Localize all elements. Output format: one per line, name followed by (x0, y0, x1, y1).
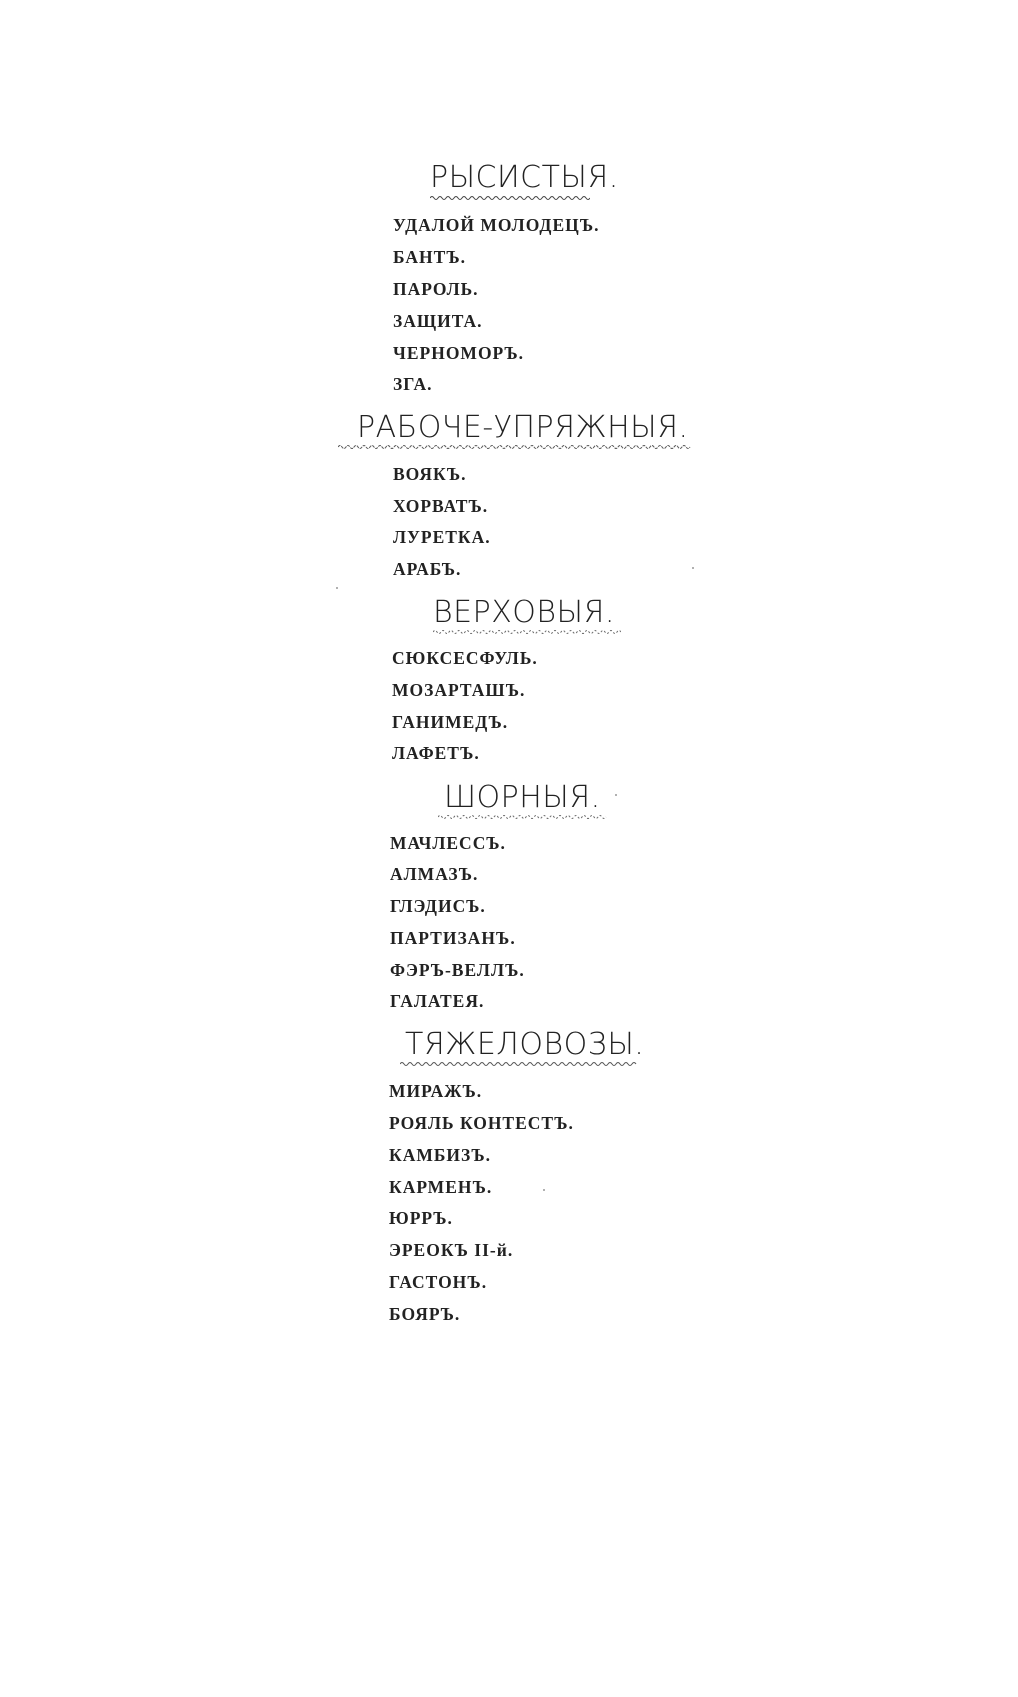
list-item: АЛМАЗЪ. (390, 864, 479, 884)
list-item: КАРМЕНЪ. (389, 1177, 493, 1197)
list-item: ЭРЕОКЪ II-й. (389, 1240, 514, 1260)
list-item: МИРАЖЪ. (389, 1081, 483, 1101)
list-item: ПАРОЛЬ. (393, 279, 479, 299)
list-item: ПАРТИЗАНЪ. (390, 928, 516, 948)
section-heading-riding: ВЕРХОВЫЯ. (433, 595, 615, 630)
section-heading-draft-work: РАБОЧЕ-УПРЯЖНЫЯ. (357, 410, 689, 445)
list-item: МАЧЛЕССЪ. (390, 833, 506, 853)
list-item: ЛАФЕТЪ. (392, 743, 480, 763)
list-item: КАМБИЗЪ. (389, 1145, 492, 1165)
heading-underline-ornament (430, 195, 590, 201)
list-item: ФЭРЪ-ВЕЛЛЪ. (390, 960, 525, 980)
heading-underline-ornament (433, 629, 621, 635)
section-heading-harness: ШОРНЫЯ. (444, 780, 601, 815)
list-item: ЮРРЪ. (389, 1208, 453, 1228)
list-item: ХОРВАТЪ. (393, 496, 489, 516)
list-item: БАНТЪ. (393, 247, 467, 267)
list-item: МОЗАРТАШЪ. (392, 680, 526, 700)
scan-speck (336, 587, 338, 589)
list-item: ЛУРЕТКА. (393, 527, 491, 547)
list-item: РОЯЛЬ КОНТЕСТЪ. (389, 1113, 574, 1133)
list-item: СЮКСЕСФУЛЬ. (392, 648, 538, 668)
list-item: ВОЯКЪ. (393, 464, 467, 484)
list-item: АРАБЪ. (393, 559, 462, 579)
list-item: БОЯРЪ. (389, 1304, 461, 1324)
section-heading-trotters: РЫСИСТЫЯ. (430, 160, 619, 195)
list-item: ЧЕРНОМОРЪ. (393, 343, 525, 363)
list-item: ГЛЭДИСЪ. (390, 896, 486, 916)
list-item: УДАЛОЙ МОЛОДЕЦЪ. (393, 215, 600, 235)
scan-speck (543, 1189, 545, 1191)
section-heading-heavy-draft: ТЯЖЕЛОВОЗЫ. (405, 1027, 645, 1062)
list-item: ГАЛАТЕЯ. (390, 991, 485, 1011)
list-item: ЗАЩИТА. (393, 311, 483, 331)
heading-underline-ornament (400, 1061, 638, 1067)
heading-underline-ornament (438, 814, 608, 820)
scan-speck (615, 794, 617, 796)
scan-speck (692, 567, 694, 569)
heading-underline-ornament (338, 444, 692, 450)
list-item: ЗГА. (393, 374, 433, 394)
list-item: ГАСТОНЪ. (389, 1272, 488, 1292)
list-item: ГАНИМЕДЪ. (392, 712, 509, 732)
